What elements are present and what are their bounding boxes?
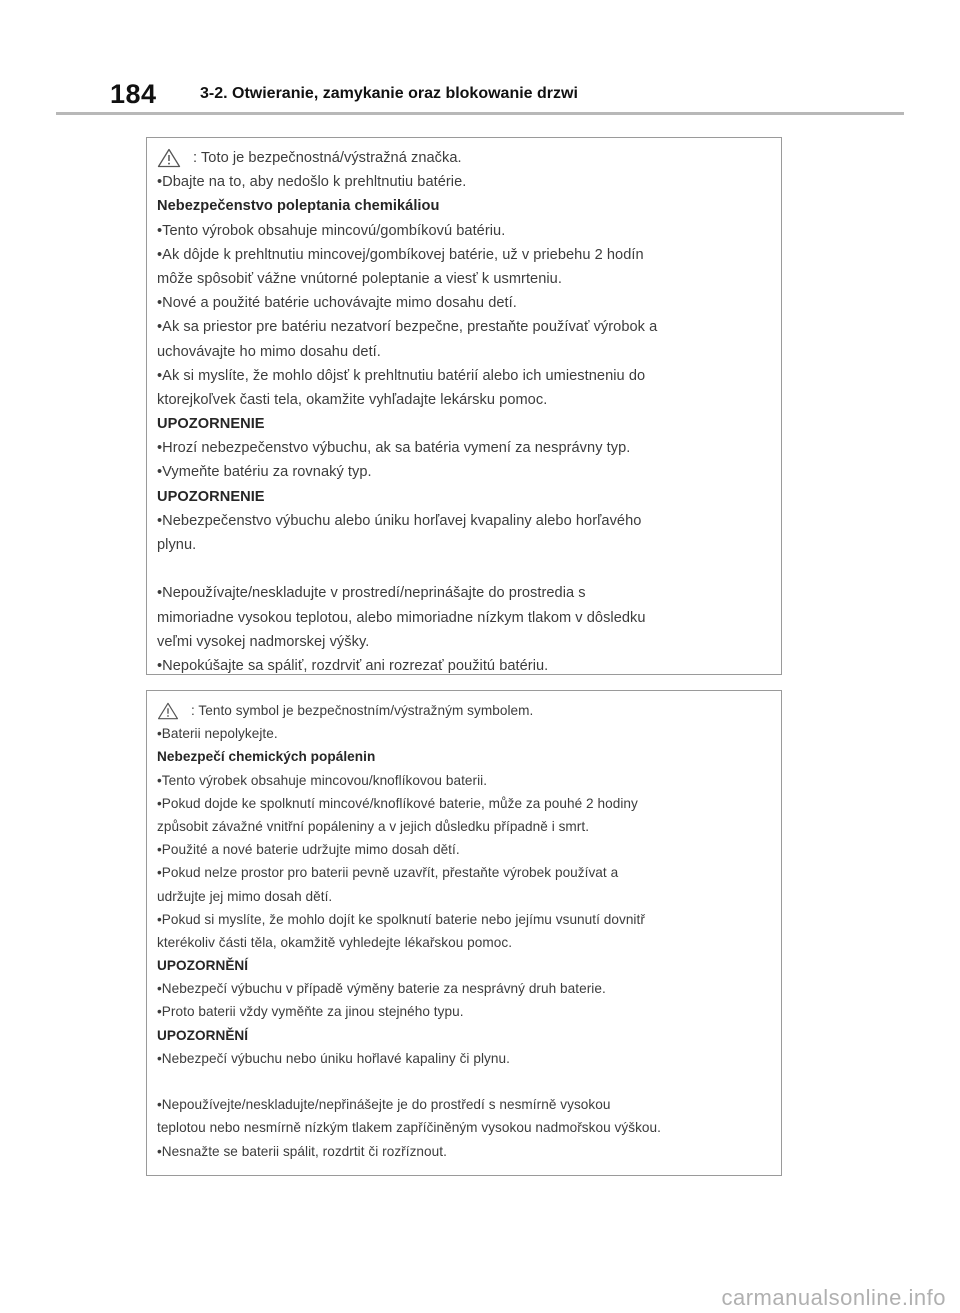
text-line: •Baterii nepolykejte.: [157, 726, 278, 742]
text-line: •Nebezpečí výbuchu v případě výměny baterie za nesprávný druh baterie.: [157, 981, 606, 997]
text-line: •Nesnažte se baterii spálit, rozdrtit či rozříznout.: [157, 1143, 447, 1159]
text-line: •Nové a použité batérie uchovávajte mimo dosahu detí.: [157, 295, 517, 312]
text-line: môže spôsobiť vážne vnútorné poleptanie a viesť k usmrteniu.: [157, 270, 562, 287]
page-number: 184: [110, 79, 157, 109]
subheading: Nebezpečenstvo poleptania chemikáliou: [157, 198, 440, 215]
text-line: veľmi vysokej nadmorskej výšky.: [157, 633, 370, 650]
header-divider: [56, 112, 904, 115]
text-line: •Nepoužívejte/neskladujte/nepřinášejte je do prostředí s nesmírně vysokou: [157, 1097, 611, 1113]
text-line: •Pokud si myslíte, že mohlo dojít ke spolknutí baterie nebo jejímu vsunutí dovnitř: [157, 911, 645, 927]
text-line: ktorejkoľvek časti tela, okamžite vyhľadajte lekársku pomoc.: [157, 391, 548, 408]
text-line: mimoriadne vysokou teplotou, alebo mimoriadne nízkym tlakom v dôsledku: [157, 609, 646, 626]
text-line: •Pokud dojde ke spolknutí mincové/knoflíkové baterie, může za pouhé 2 hodiny: [157, 795, 638, 811]
text-line: •Tento výrobek obsahuje mincovou/knoflíkovou baterii.: [157, 772, 488, 788]
text-line: •Ak dôjde k prehltnutiu mincovej/gombíkovej batérie, už v priebehu 2 hodín: [157, 246, 644, 263]
blank-line: [157, 557, 775, 581]
caution-heading: UPOZORNĚNÍ: [157, 958, 249, 974]
warning-triangle-icon: [157, 148, 181, 168]
text-line: •Použité a nové baterie udržujte mimo dosah dětí.: [157, 842, 460, 858]
text-line: způsobit závažné vnitřní popáleniny a v jejich důsledku případně i smrt.: [157, 818, 590, 834]
text-line: kterékoliv části těla, okamžitě vyhledejte lékařskou pomoc.: [157, 934, 513, 950]
text-line: teplotou nebo nesmírně nízkým tlakem zapříčiněným vysokou nadmořskou výškou.: [157, 1120, 661, 1136]
caution-heading: UPOZORNENIE: [157, 416, 265, 433]
text-line: plynu.: [157, 537, 197, 553]
warning-symbol-line: [157, 146, 775, 170]
text-line: •Hrozí nebezpečenstvo výbuchu, ak sa batéria vymení za nesprávny typ.: [157, 440, 631, 457]
warning-symbol-line: [157, 699, 775, 722]
caution-heading: UPOZORNENIE: [157, 488, 265, 505]
text-line: •Ak si myslíte, že mohlo dôjsť k prehltnutiu batérií alebo ich umiestneniu do: [157, 367, 646, 384]
text-line: •Proto baterii vždy vyměňte za jinou stejného typu.: [157, 1004, 464, 1020]
text-line: udržujte jej mimo dosah dětí.: [157, 888, 333, 904]
warning-triangle-icon: [157, 702, 179, 720]
text-line: •Nebezpečí výbuchu nebo úniku hořlavé kapaliny či plynu.: [157, 1050, 510, 1066]
warning-symbol-text: : Tento symbol je bezpečnostním/výstražným symbolem.: [191, 703, 534, 718]
text-line: •Dbajte na to, aby nedošlo k prehltnutiu batérie.: [157, 174, 467, 191]
blank-line: [157, 1070, 775, 1093]
text-line: •Ak sa priestor pre batériu nezatvorí bezpečne, prestaňte používať výrobok a: [157, 319, 658, 336]
warning-box-slovak: [146, 137, 782, 675]
caution-heading: UPOZORNĚNÍ: [157, 1027, 249, 1043]
text-line: •Nebezpečenstvo výbuchu alebo úniku horľavej kvapaliny alebo horľavého: [157, 512, 642, 529]
warning-symbol-text: : Toto je bezpečnostná/výstražná značka.: [193, 150, 462, 166]
text-line: •Pokud nelze prostor pro baterii pevně uzavřít, přestaňte výrobek používat a: [157, 865, 619, 881]
text-line: uchovávajte ho mimo dosahu detí.: [157, 343, 381, 360]
warning-box-czech: [146, 690, 782, 1176]
watermark-url: carmanualsonline.info: [721, 1285, 946, 1310]
text-line: •Nepokúšajte sa spáliť, rozdrviť ani rozrezať použitú batériu.: [157, 657, 549, 674]
page-header: [110, 78, 900, 112]
text-line: •Nepoužívajte/neskladujte v prostredí/neprinášajte do prostredia s: [157, 585, 586, 602]
subheading: Nebezpečí chemických popálenin: [157, 749, 376, 765]
text-line: •Vymeňte batériu za rovnaký typ.: [157, 464, 372, 481]
section-title: 3-2. Otwieranie, zamykanie oraz blokowanie drzwi: [200, 85, 578, 102]
text-line: •Tento výrobok obsahuje mincovú/gombíkovú batériu.: [157, 222, 506, 239]
